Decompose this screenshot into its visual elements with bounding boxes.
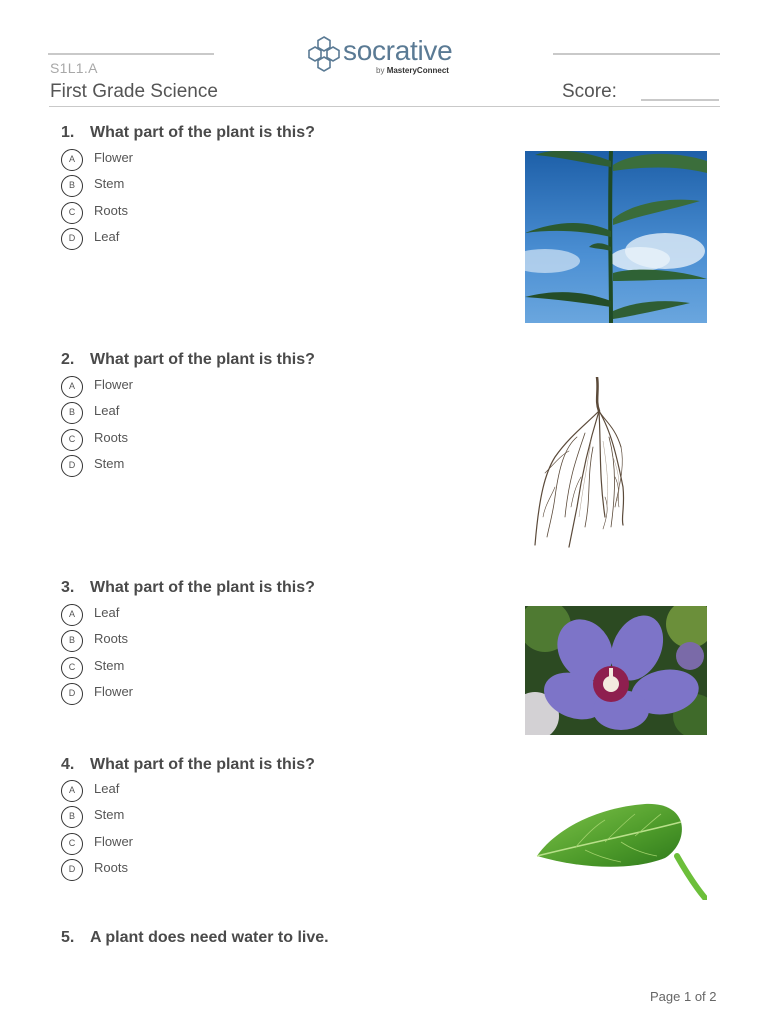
choice-label: Flower [94,150,134,165]
answer-bubble[interactable]: D [61,228,83,250]
answer-bubble[interactable]: B [61,402,83,424]
question-heading: 3. What part of the plant is this? [61,579,315,596]
stem-photo [525,151,707,323]
choice-label: Flower [94,377,134,392]
header-rule-left [48,53,214,55]
answer-bubble[interactable]: B [61,175,83,197]
choice-label: Flower [94,684,134,699]
answer-bubble[interactable]: C [61,202,83,224]
choice-label: Roots [94,430,128,445]
choice-label: Stem [94,658,125,673]
score-blank [641,99,719,101]
header-rule-right [553,53,720,55]
answer-bubble[interactable]: D [61,859,83,881]
choice-label: Roots [94,860,128,875]
answer-bubble[interactable]: D [61,683,83,705]
question-heading: 5. A plant does need water to live. [61,929,329,946]
question-heading: 4. What part of the plant is this? [61,756,315,773]
standard-code: S1L1.A [50,60,98,76]
page-number: Page 1 of 2 [650,989,717,1004]
choice-label: Roots [94,203,128,218]
choice-label: Leaf [94,229,120,244]
answer-bubble[interactable]: D [61,455,83,477]
hexagon-logo-icon [307,35,341,73]
choice-label: Leaf [94,781,120,796]
answer-bubble[interactable]: C [61,657,83,679]
roots-photo [525,377,707,552]
answer-bubble[interactable]: B [61,630,83,652]
answer-bubble[interactable]: A [61,149,83,171]
answer-bubble[interactable]: C [61,833,83,855]
answer-bubble[interactable]: C [61,429,83,451]
question-heading: 1. What part of the plant is this? [61,124,315,141]
logo-byline: by MasteryConnect [376,66,449,75]
leaf-photo [525,800,707,900]
choice-label: Leaf [94,403,120,418]
choice-label: Stem [94,456,125,471]
answer-bubble[interactable]: A [61,604,83,626]
choice-label: Roots [94,631,128,646]
flower-photo [525,606,707,735]
logo-wordmark: socrative [343,35,453,66]
answer-bubble[interactable]: A [61,376,83,398]
header-divider [49,106,720,107]
choice-label: Flower [94,834,134,849]
choice-label: Stem [94,807,125,822]
choice-label: Stem [94,176,125,191]
answer-bubble[interactable]: B [61,806,83,828]
choice-label: Leaf [94,605,120,620]
question-heading: 2. What part of the plant is this? [61,351,315,368]
socrative-logo [307,35,467,79]
score-label: Score: [562,81,617,102]
page-title: First Grade Science [50,81,218,102]
answer-bubble[interactable]: A [61,780,83,802]
